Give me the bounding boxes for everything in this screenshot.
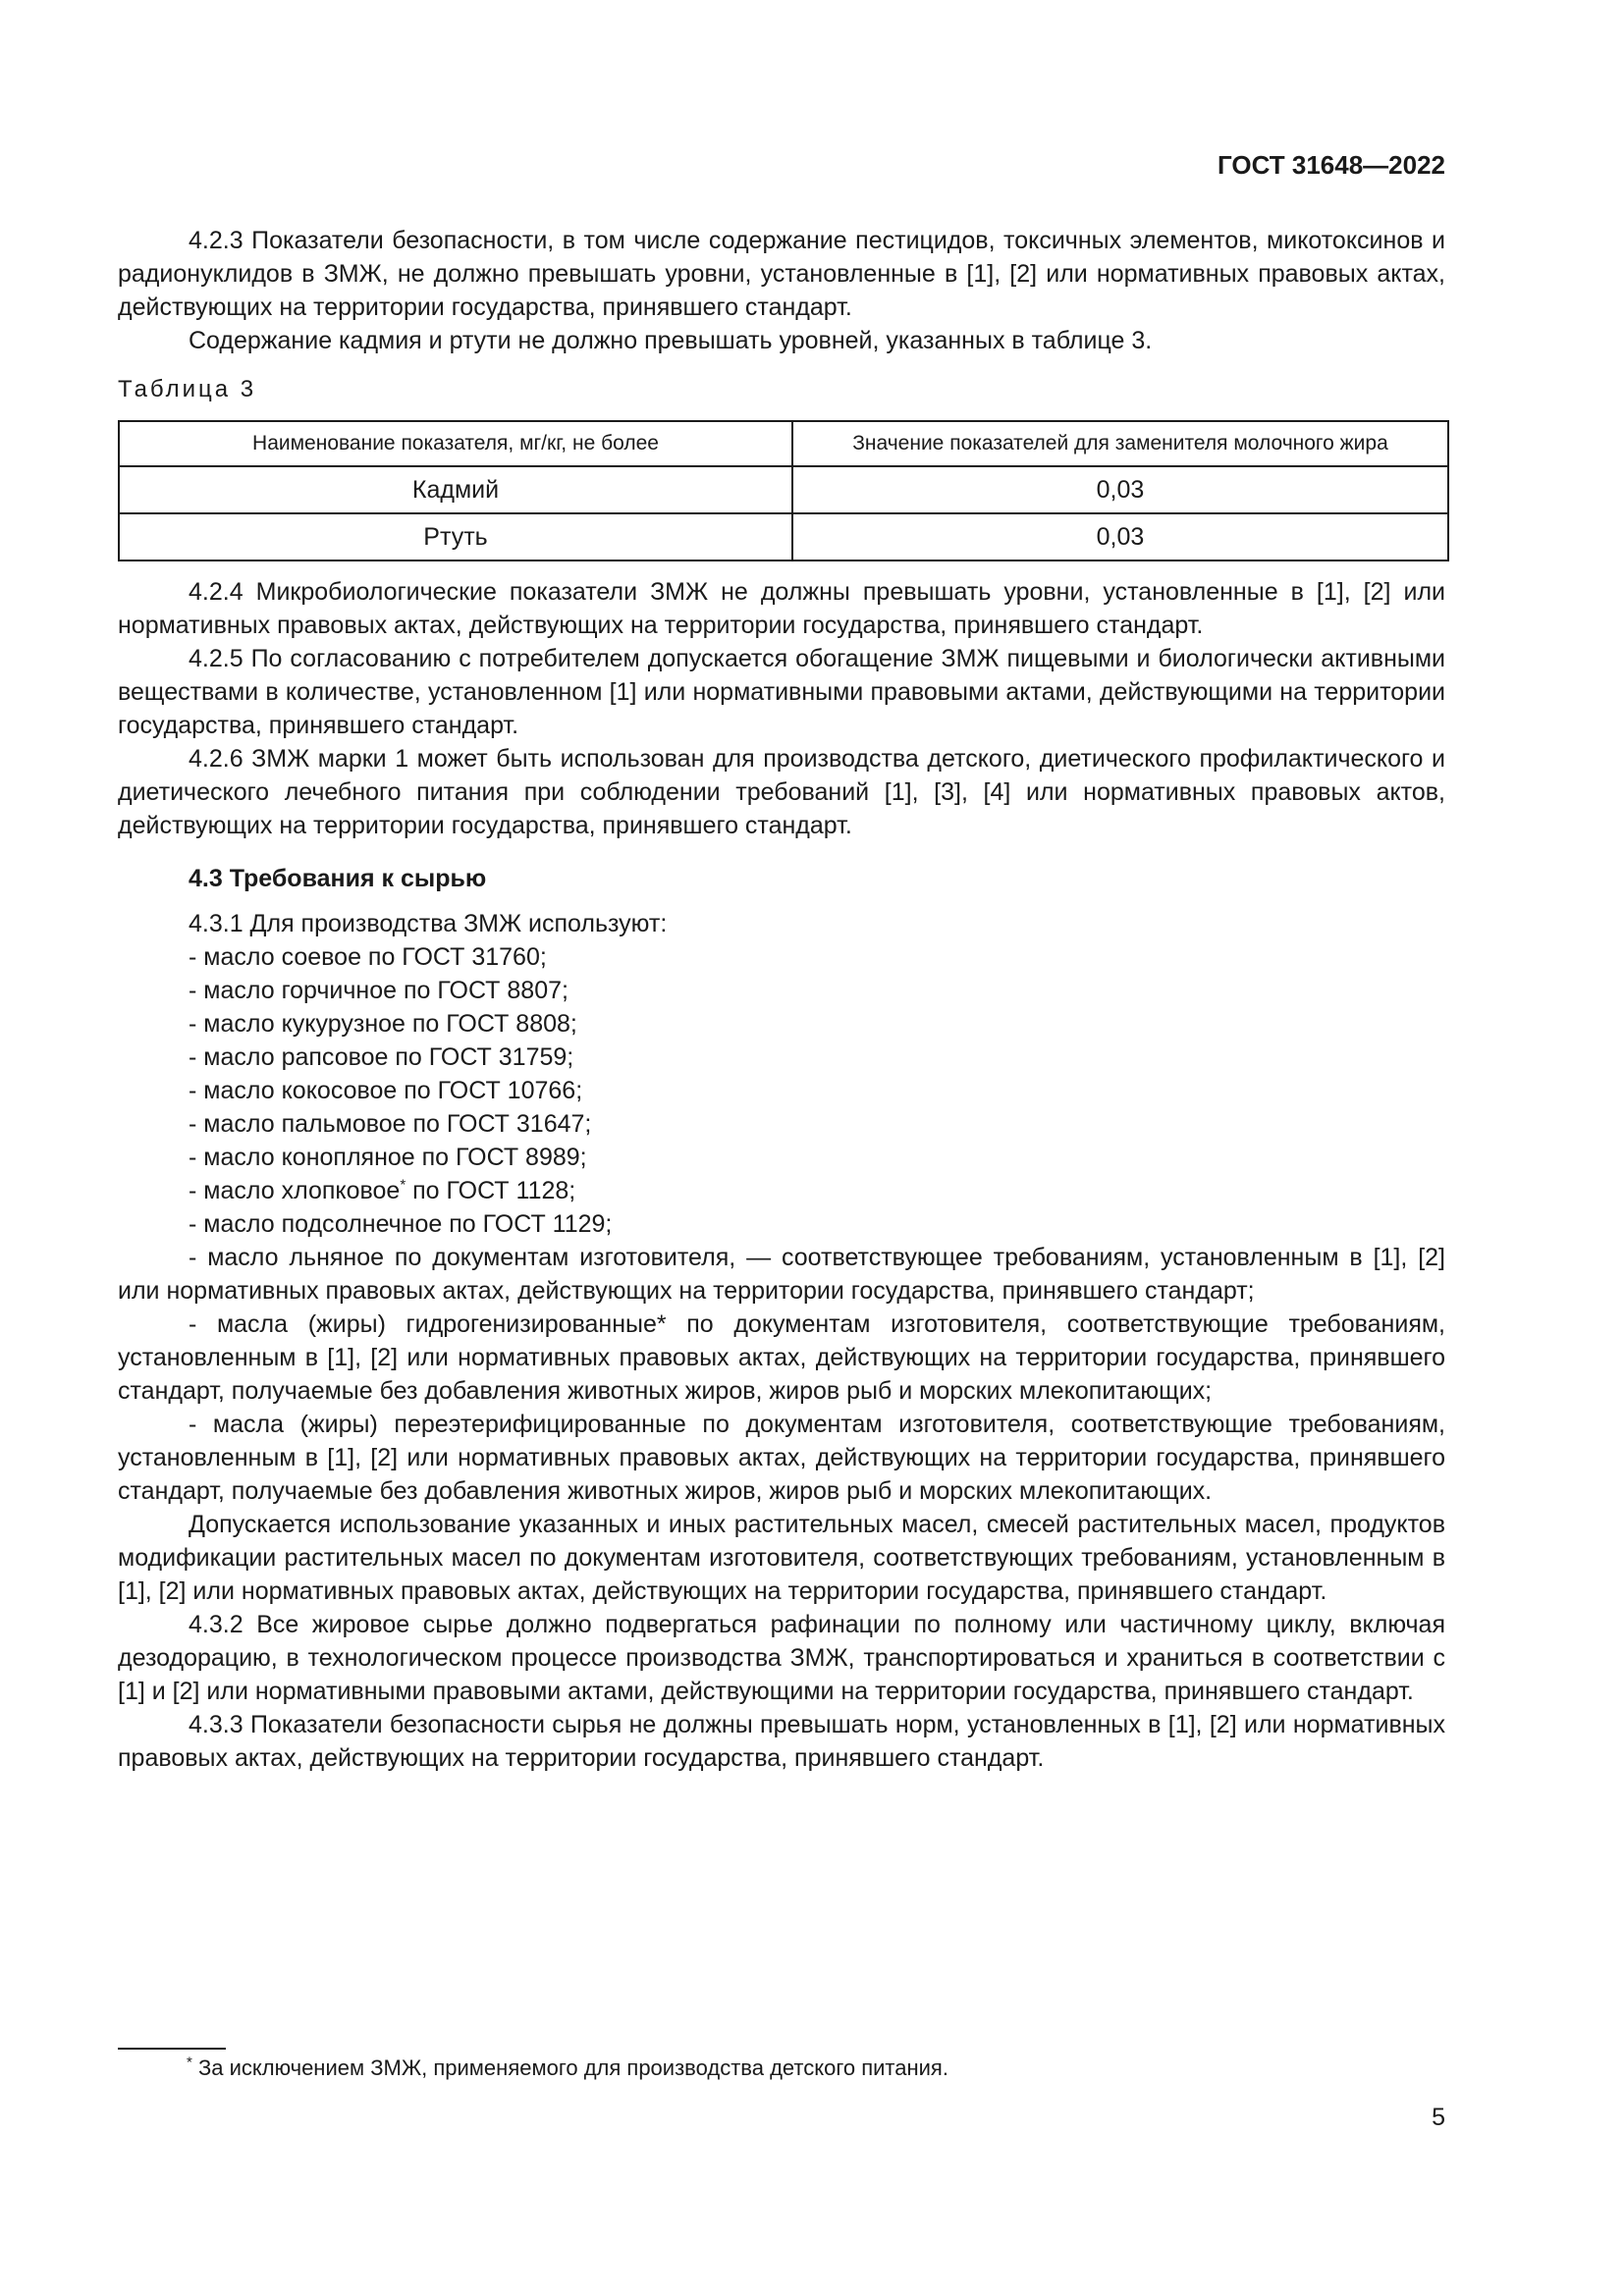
paragraph-4-3-2: 4.3.2 Все жировое сырье должно подвергаться рафинации по полному или частичному циклу, включая дезодорацию, в технологическом процессе производства ЗМЖ, транспортироваться и храниться в соответствии с [1] и [2] или нормативными правовыми актами, действующими на территории государства, принявшего стандарт. bbox=[118, 1611, 1445, 1705]
table-3 bbox=[118, 420, 1449, 561]
list-item: - масло кукурузное по ГОСТ 8808; bbox=[189, 1010, 577, 1038]
list-item: - масло подсолнечное по ГОСТ 1129; bbox=[189, 1210, 613, 1238]
table-header-cell: Значение показателей для заменителя молочного жира bbox=[792, 421, 1448, 466]
footnote bbox=[187, 2054, 948, 2083]
list-item: - масло рапсовое по ГОСТ 31759; bbox=[189, 1043, 574, 1071]
paragraph-4-2-4: 4.2.4 Микробиологические показатели ЗМЖ не должны превышать уровни, установленные в [1], [2] или нормативных правовых актах, действующих на территории государства, принявшего стандарт. bbox=[118, 578, 1445, 639]
footnote-mark: * bbox=[187, 2054, 192, 2071]
list-intro: 4.3.1 Для производства ЗМЖ используют: bbox=[189, 910, 668, 937]
document-body bbox=[118, 224, 1445, 1775]
list-item: - масло льняное по документам изготовителя, — соответствующее требованиям, установленным в [1], [2] или нормативных правовых актах, действующих на территории государства, принявшего стандарт; bbox=[118, 1244, 1445, 1305]
table-row bbox=[119, 513, 1448, 561]
table-cell: 0,03 bbox=[792, 466, 1448, 513]
list-item-text: - масло хлопковое bbox=[189, 1177, 401, 1204]
table-cell: Ртуть bbox=[119, 513, 792, 561]
table-caption: Таблица 3 bbox=[118, 376, 257, 402]
list-item: - масло соевое по ГОСТ 31760; bbox=[189, 943, 547, 971]
list-item: - масло кокосовое по ГОСТ 10766; bbox=[189, 1077, 583, 1104]
table-cell: Кадмий bbox=[119, 466, 792, 513]
page-number: 5 bbox=[1432, 2104, 1445, 2131]
table-cell: 0,03 bbox=[792, 513, 1448, 561]
list-item-text: по ГОСТ 1128; bbox=[406, 1177, 576, 1204]
list-item: - масло пальмовое по ГОСТ 31647; bbox=[189, 1110, 592, 1138]
section-title: 4.3 Требования к сырью bbox=[189, 865, 487, 892]
table-header-cell: Наименование показателя, мг/кг, не более bbox=[119, 421, 792, 466]
list-item: - масло конопляное по ГОСТ 8989; bbox=[189, 1144, 587, 1171]
paragraph-4-2-5: 4.2.5 По согласованию с потребителем допускается обогащение ЗМЖ пищевыми и биологически активными веществами в количестве, установленном [1] или нормативными правовыми актами, действующими на территории государства, принявшего стандарт. bbox=[118, 645, 1445, 739]
list-item: - масло горчичное по ГОСТ 8807; bbox=[189, 977, 568, 1004]
list-item: - масла (жиры) гидрогенизированные* по документам изготовителя, соответствующие требованиям, установленным в [1], [2] или нормативных правовых актах, действующих на территории государства, принявшего стандарт, получаемые без добавления животных жиров, жиров рыб и морских млекопитающих; bbox=[118, 1310, 1445, 1405]
footnote-text: За исключением ЗМЖ, применяемого для производства детского питания. bbox=[191, 2056, 948, 2080]
table-row bbox=[119, 466, 1448, 513]
list-item bbox=[118, 1174, 1445, 1207]
footnote-ref: * bbox=[400, 1176, 406, 1194]
document-header: ГОСТ 31648—2022 bbox=[1218, 150, 1445, 180]
paragraph-table-ref: Содержание кадмия и ртути не должно превышать уровней, указанных в таблице 3. bbox=[189, 327, 1153, 354]
table-header-row bbox=[119, 421, 1448, 466]
paragraph-4-2-3: 4.2.3 Показатели безопасности, в том числе содержание пестицидов, токсичных элементов, микотоксинов и радионуклидов в ЗМЖ, не должно превышать уровни, установленные в [1], [2] или нормативных правовых актах, действующих на территории государства, принявшего стандарт. bbox=[118, 227, 1445, 321]
paragraph-4-3-3: 4.3.3 Показатели безопасности сырья не должны превышать норм, установленных в [1], [2] или нормативных правовых актах, действующих на территории государства, принявшего стандарт. bbox=[118, 1711, 1445, 1772]
paragraph-4-2-6: 4.2.6 ЗМЖ марки 1 может быть использован для производства детского, диетического профилактического и диетического лечебного питания при соблюдении требований [1], [3], [4] или нормативных правовых актов, действующих на территории государства, принявшего стандарт. bbox=[118, 745, 1445, 839]
paragraph-allowance: Допускается использование указанных и иных растительных масел, смесей растительных масел, продуктов модификации растительных масел по документам изготовителя, соответствующих требованиям, установленным в [1], [2] или нормативных правовых актах, действующих на территории государства, принявшего стандарт. bbox=[118, 1511, 1445, 1605]
list-item: - масла (жиры) переэтерифицированные по документам изготовителя, соответствующие требованиям, установленным в [1], [2] или нормативных правовых актах, действующих на территории государства, принявшего стандарт, получаемые без добавления животных жиров, жиров рыб и морских млекопитающих. bbox=[118, 1411, 1445, 1505]
footnote-divider bbox=[118, 2048, 226, 2050]
